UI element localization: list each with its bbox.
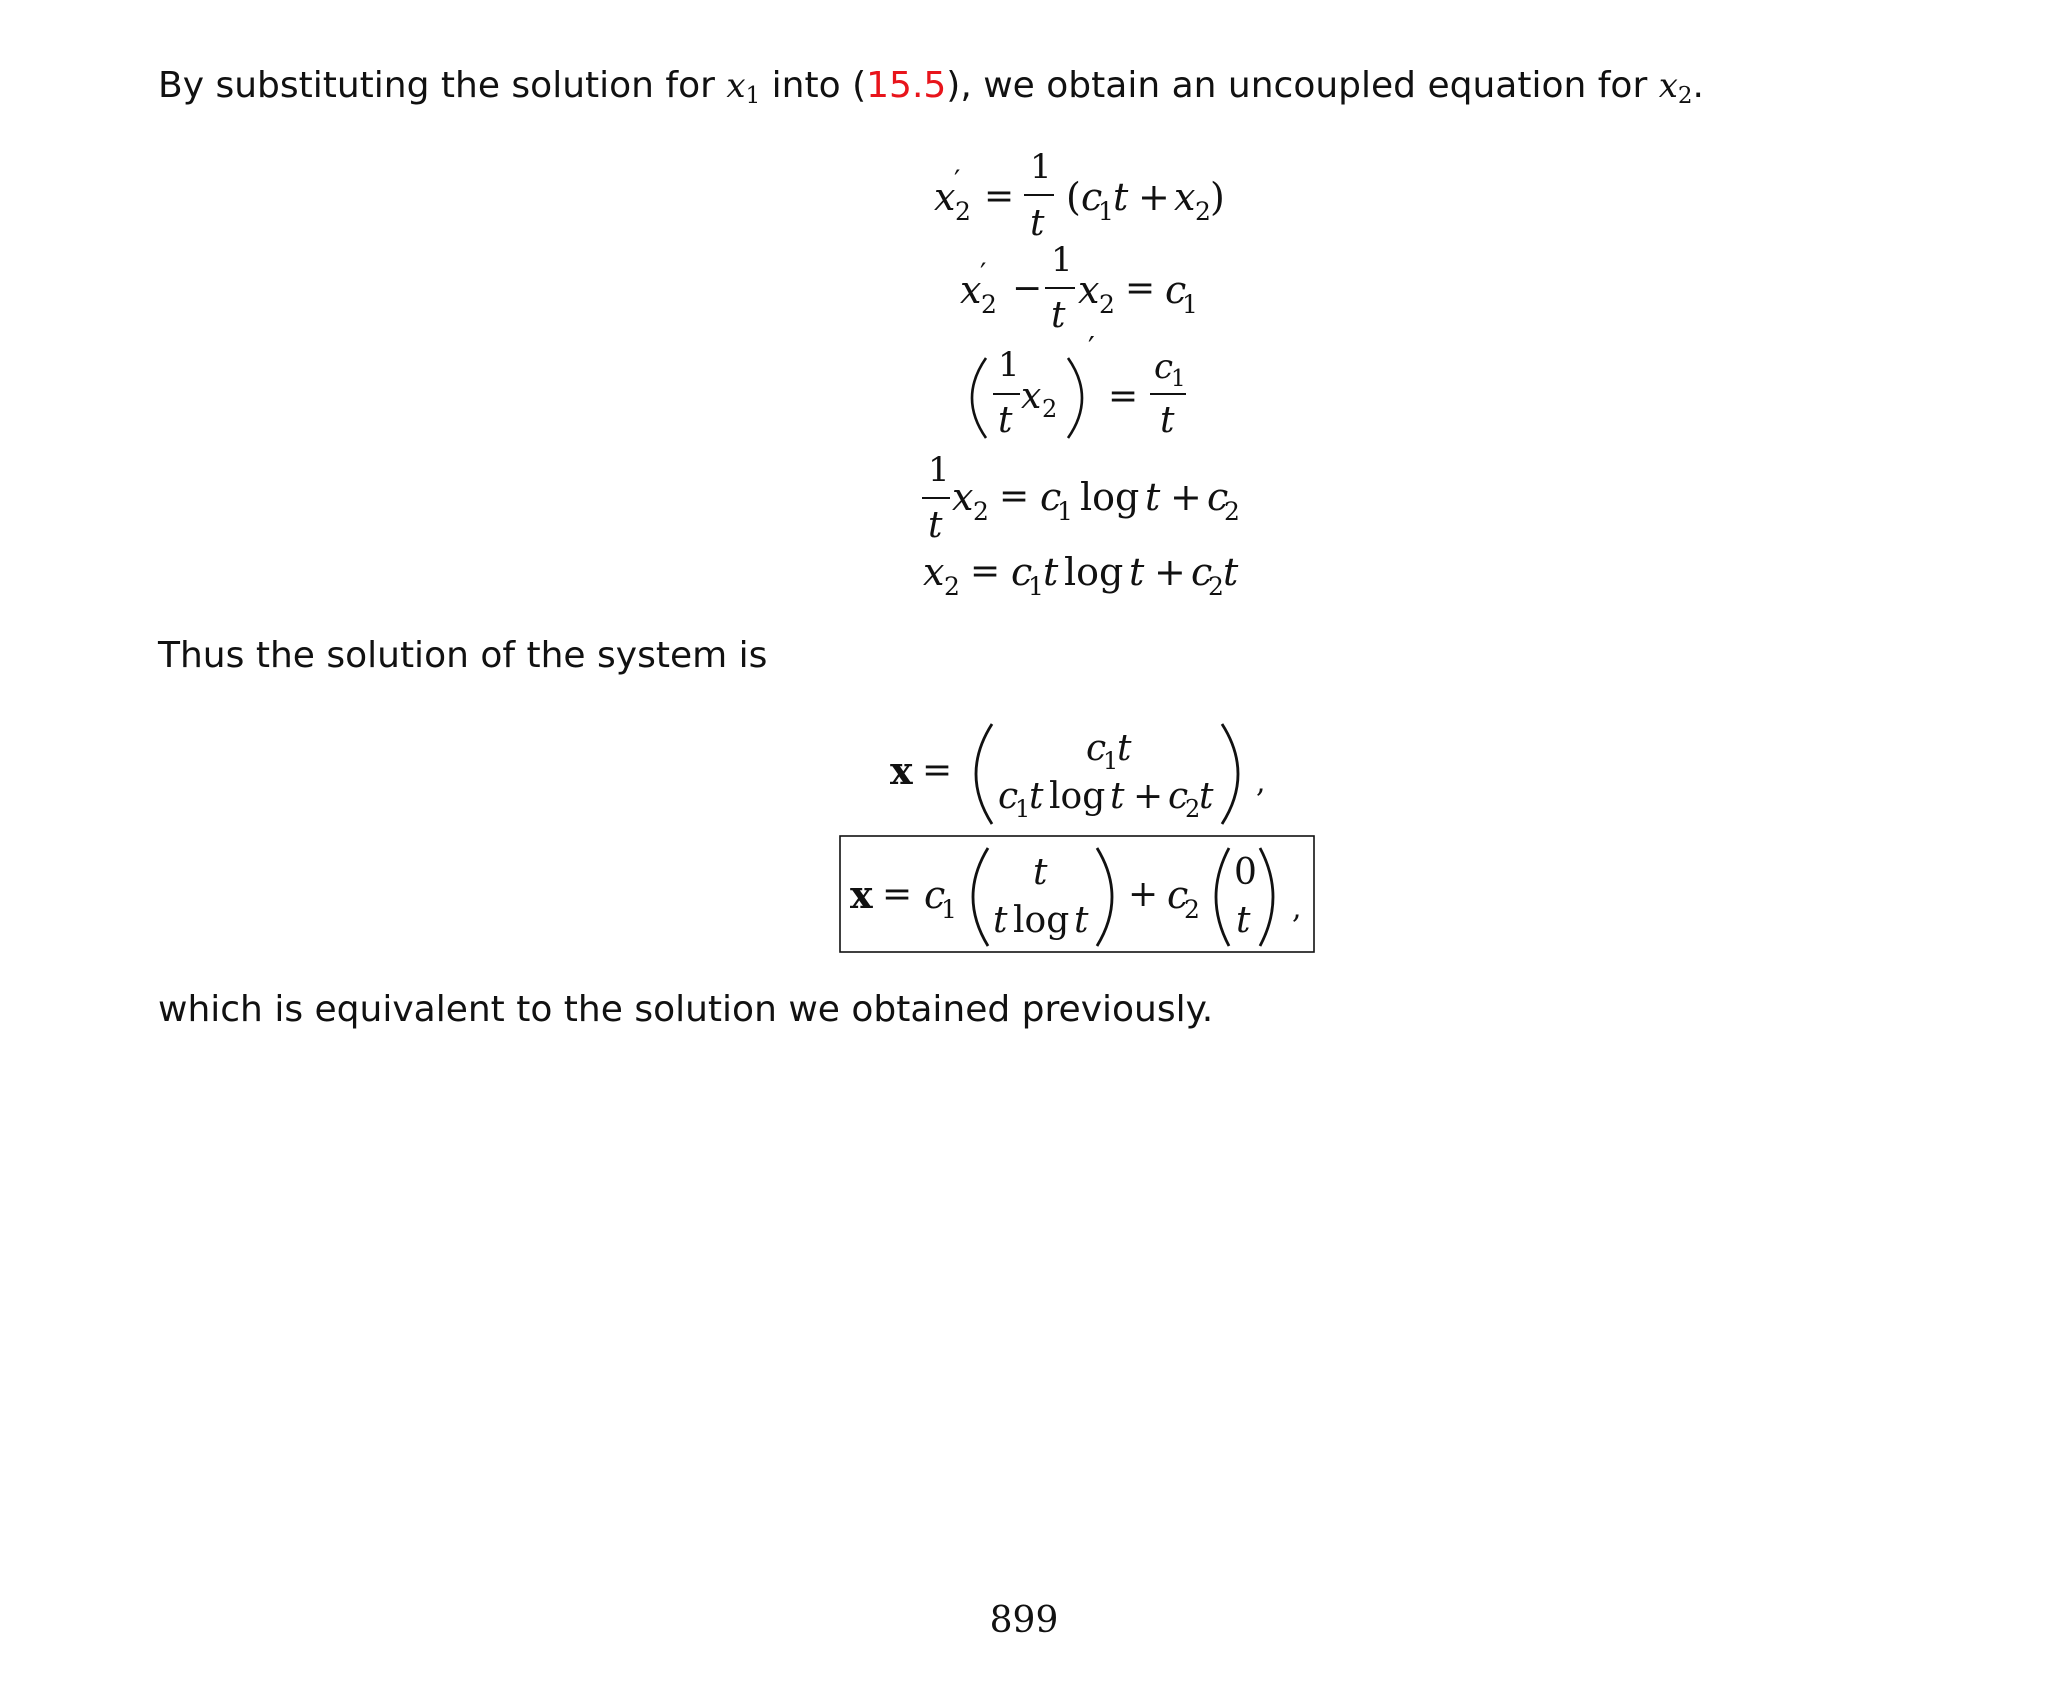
svg-text:2: 2 — [1224, 497, 1240, 526]
svg-text:t: t — [928, 505, 943, 546]
svg-text:log: log — [1049, 776, 1106, 817]
svg-text:t: t — [1074, 900, 1089, 941]
svg-text:,: , — [1256, 765, 1266, 800]
svg-text:2: 2 — [1208, 572, 1224, 601]
derivation-line-4 — [922, 450, 1240, 546]
svg-text:=: = — [1108, 376, 1139, 417]
svg-text:,: , — [1292, 891, 1302, 926]
svg-text:+: + — [1154, 550, 1186, 594]
svg-text:2: 2 — [944, 572, 960, 601]
svg-text:x: x — [890, 748, 913, 793]
svg-text:=: = — [922, 750, 953, 791]
svg-text:′: ′ — [1088, 331, 1095, 366]
x1-symbol: x1 — [726, 66, 761, 109]
svg-text:−: − — [1012, 268, 1043, 309]
svg-text:1: 1 — [1171, 366, 1186, 392]
svg-text:t: t — [1223, 550, 1239, 594]
svg-text:2: 2 — [1185, 795, 1201, 823]
svg-text:′: ′ — [954, 164, 961, 197]
svg-text:2: 2 — [1099, 290, 1115, 319]
closing-paragraph: which is equivalent to the solution we obtained previously. — [158, 989, 1214, 1030]
svg-text:+: + — [1170, 475, 1202, 519]
svg-text:t: t — [1160, 400, 1175, 441]
svg-text:x: x — [923, 550, 945, 594]
svg-text:′: ′ — [980, 257, 987, 290]
svg-text:c: c — [1154, 347, 1174, 387]
svg-text:=: = — [970, 551, 1001, 592]
svg-text:x: x — [952, 475, 974, 519]
svg-text:2: 2 — [1184, 895, 1200, 924]
svg-text:t: t — [1236, 900, 1251, 941]
svg-text:+: + — [1128, 874, 1159, 915]
boxed-general-solution — [840, 836, 1314, 952]
svg-text:=: = — [1125, 268, 1156, 309]
svg-text:c: c — [998, 776, 1019, 817]
svg-text:t: t — [998, 400, 1013, 441]
svg-text:2: 2 — [1042, 395, 1058, 423]
svg-text:t: t — [1110, 776, 1125, 817]
svg-text:(: ( — [1066, 175, 1081, 219]
solution-vector-equation — [890, 724, 1266, 824]
svg-text:t: t — [1113, 175, 1129, 219]
svg-text:1: 1 — [1030, 147, 1052, 187]
svg-text:=: = — [882, 874, 913, 915]
svg-text:t: t — [1051, 295, 1066, 336]
svg-text:1: 1 — [998, 345, 1020, 385]
svg-text:c: c — [1191, 550, 1213, 594]
svg-text:): ) — [1210, 175, 1225, 219]
derivation-line-1 — [934, 147, 1225, 244]
svg-text:c: c — [1086, 728, 1107, 769]
svg-text:t: t — [993, 900, 1008, 941]
equation-reference-link[interactable]: 15.5 — [866, 65, 947, 106]
svg-text:x: x — [934, 175, 956, 219]
svg-text:log: log — [1080, 475, 1140, 519]
svg-text:t: t — [1199, 776, 1214, 817]
svg-text:c: c — [1167, 873, 1189, 917]
svg-text:c: c — [1207, 475, 1229, 519]
svg-text:1: 1 — [1028, 572, 1044, 601]
svg-text:1: 1 — [1182, 290, 1198, 319]
svg-text:1: 1 — [941, 895, 957, 924]
svg-text:log: log — [1064, 550, 1124, 594]
svg-text:+: + — [1138, 175, 1170, 219]
svg-text:2: 2 — [1195, 197, 1211, 226]
derivation-line-3 — [972, 331, 1186, 441]
svg-text:c: c — [1168, 776, 1189, 817]
svg-text:t: t — [1117, 728, 1132, 769]
svg-text:1: 1 — [928, 450, 950, 490]
svg-text:c: c — [924, 873, 946, 917]
svg-text:t: t — [1033, 852, 1048, 893]
derivation-line-2 — [960, 240, 1198, 336]
svg-text:x: x — [1021, 376, 1042, 417]
svg-text:+: + — [1133, 776, 1164, 817]
svg-text:t: t — [1145, 475, 1161, 519]
svg-text:1: 1 — [1051, 240, 1073, 280]
svg-text:0: 0 — [1234, 852, 1257, 893]
svg-text:c: c — [1081, 175, 1103, 219]
svg-text:x: x — [850, 872, 873, 917]
svg-text:c: c — [1040, 475, 1062, 519]
svg-text:1: 1 — [1057, 497, 1073, 526]
x2-symbol: x2 — [1658, 66, 1693, 109]
svg-text:c: c — [1165, 268, 1187, 312]
svg-text:t: t — [1043, 550, 1059, 594]
svg-text:2: 2 — [973, 497, 989, 526]
solution-intro-paragraph: Thus the solution of the system is — [158, 635, 768, 676]
svg-text:x: x — [960, 268, 982, 312]
intro-paragraph: By substituting the solution for x1 into (15.5), we obtain an uncoupled equation for x2. — [158, 65, 1704, 109]
page-number: 899 — [989, 1600, 1059, 1641]
svg-text:log: log — [1013, 900, 1070, 941]
svg-text:x: x — [1078, 268, 1100, 312]
derivation-line-5 — [923, 550, 1239, 601]
svg-text:t: t — [1129, 550, 1145, 594]
svg-text:1: 1 — [1098, 197, 1114, 226]
svg-text:=: = — [984, 176, 1015, 217]
svg-text:c: c — [1011, 550, 1033, 594]
svg-text:x: x — [1174, 175, 1196, 219]
svg-text:=: = — [999, 476, 1030, 517]
svg-text:2: 2 — [981, 290, 997, 319]
svg-text:t: t — [1030, 203, 1045, 244]
svg-text:2: 2 — [955, 197, 971, 226]
svg-text:1: 1 — [1015, 795, 1031, 823]
svg-text:t: t — [1029, 776, 1044, 817]
svg-text:1: 1 — [1103, 747, 1119, 775]
